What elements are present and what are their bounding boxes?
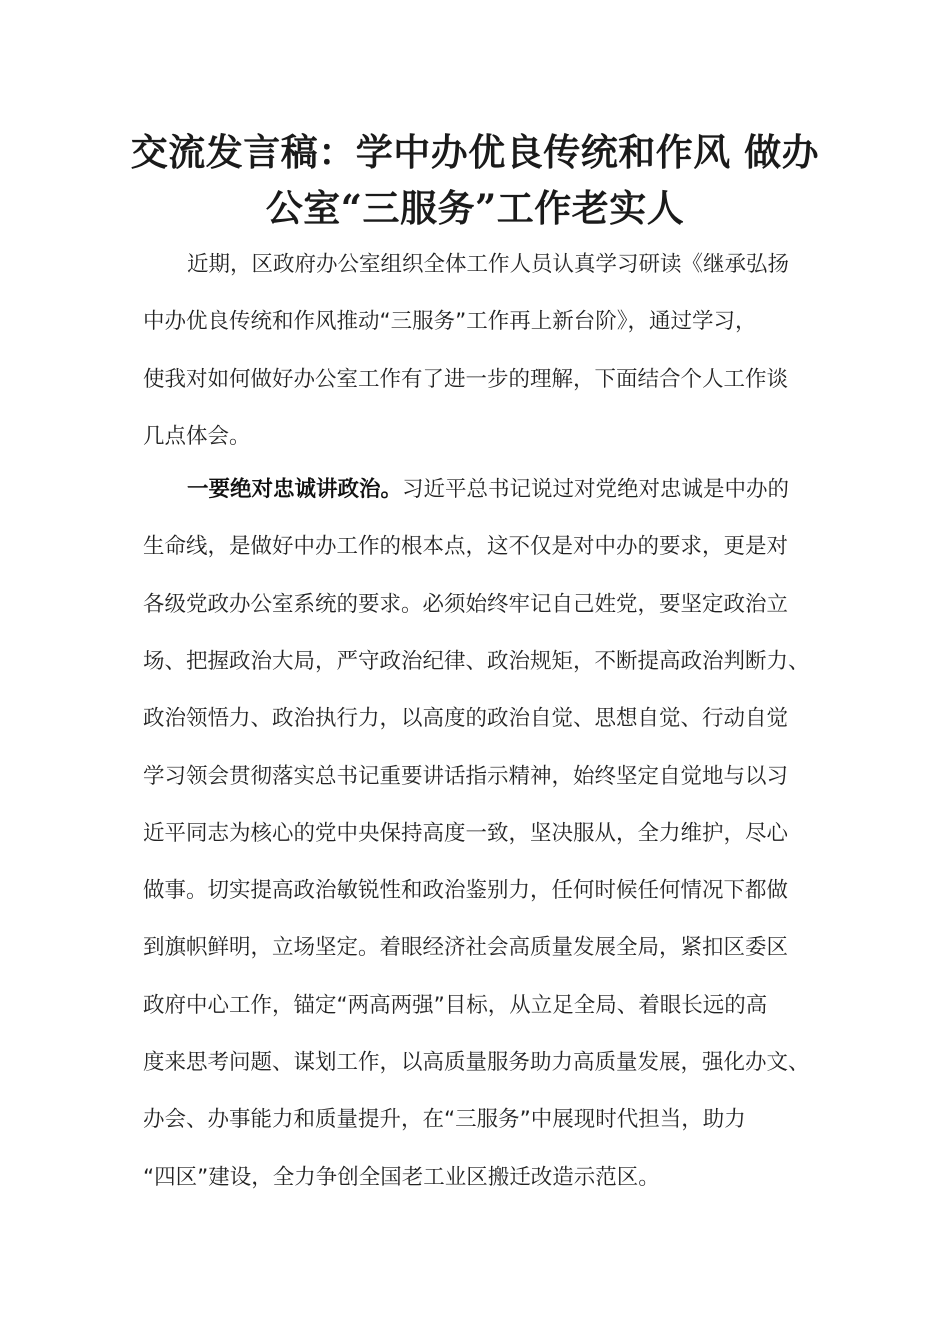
text-line: “四区”建设，全力争创全国老工业区搬迁改造示范区。 xyxy=(143,1165,660,1190)
title-line-2: 公室“三服务”工作老实人 xyxy=(265,186,685,230)
text-line: 做事。切实提高政治敏锐性和政治鉴别力，任何时候任何情况下都做 xyxy=(143,878,789,903)
text-line: 度来思考问题、谋划工作，以高质量服务助力高质量发展，强化办文、 xyxy=(143,1050,810,1075)
text-line: 近期，区政府办公室组织全体工作人员认真学习研读《继承弘扬 xyxy=(187,252,790,277)
text-line: 各级党政办公室系统的要求。必须始终牢记自己姓党，要坚定政治立 xyxy=(143,592,789,617)
text-line: 政治领悟力、政治执行力，以高度的政治自觉、思想自觉、行动自觉 xyxy=(143,706,789,731)
section-lead-heading: 一要绝对忠诚讲政治。 xyxy=(187,477,403,502)
text-line: 使我对如何做好办公室工作有了进一步的理解，下面结合个人工作谈 xyxy=(143,367,789,392)
text-line-first xyxy=(187,475,789,505)
text-line: 生命线，是做好中办工作的根本点，这不仅是对中办的要求，更是对 xyxy=(143,534,789,559)
text-line: 学习领会贯彻落实总书记重要讲话指示精神，始终坚定自觉地与以习 xyxy=(143,764,789,789)
title-line-1: 交流发言稿：学中办优良传统和作风 做办 xyxy=(130,130,820,174)
text-line: 办会、办事能力和质量提升，在“三服务”中展现时代担当，助力 xyxy=(143,1107,746,1132)
text-line: 几点体会。 xyxy=(143,424,251,449)
text-line: 到旗帜鲜明，立场坚定。着眼经济社会高质量发展全局，紧扣区委区 xyxy=(143,935,789,960)
text-line: 近平同志为核心的党中央保持高度一致，坚决服从，全力维护，尽心 xyxy=(143,821,789,846)
text-line: 场、把握政治大局，严守政治纪律、政治规矩，不断提高政治判断力、 xyxy=(143,649,810,674)
text-line: 中办优良传统和作风推动“三服务”工作再上新台阶》，通过学习， xyxy=(143,309,757,334)
text-line: 政府中心工作，锚定“两高两强”目标，从立足全局、着眼长远的高 xyxy=(143,993,768,1018)
document-title xyxy=(120,124,830,236)
text-line-first-rest: 习近平总书记说过对党绝对忠诚是中办的 xyxy=(402,477,790,502)
